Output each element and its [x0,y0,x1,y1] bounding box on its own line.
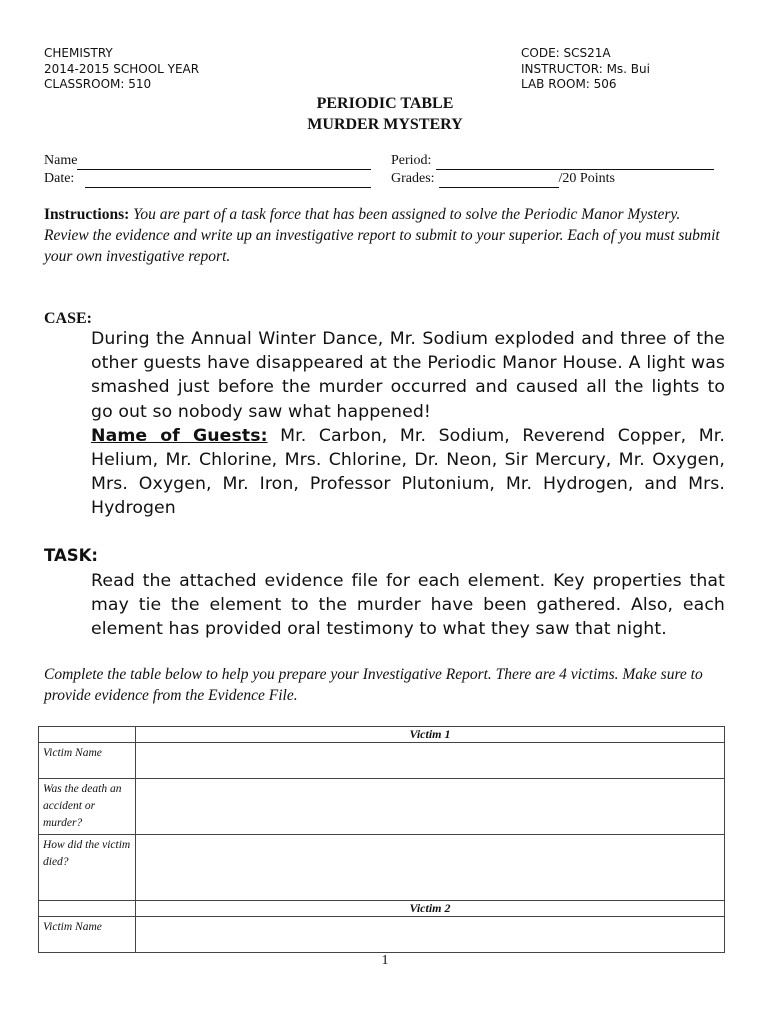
victim1-accident-cell[interactable] [136,779,725,835]
instructions-label: Instructions: [44,206,130,223]
name-label: Name [44,153,78,168]
header-right-block [521,46,650,93]
guests-label: Name of Guests: [91,425,268,446]
empty-cell [39,901,136,917]
table-row [39,917,725,953]
instructor: INSTRUCTOR: Ms. Bui [521,61,650,76]
victim2-header: Victim 2 [136,901,725,917]
task-text: Read the attached evidence file for each element. Key properties that may tie the element to the murder have been gathered. Also, each element has provided oral testimony to what they saw that night. [91,571,725,640]
points-suffix: /20 Points [558,171,615,186]
page-number: 1 [381,953,389,968]
name-field[interactable] [44,152,371,170]
school-year: 2014-2015 SCHOOL YEAR [44,61,200,76]
grades-blank[interactable] [439,174,559,188]
instructions-text: You are part of a task force that has been assigned to solve the Periodic Manor Mystery. Review the evidence and write up an investigative report to submit to your superior. Each of you must submit your own investigative report. [44,206,720,265]
table-row [39,727,725,743]
name-blank[interactable] [77,156,371,170]
victim1-header: Victim 1 [136,727,725,743]
period-field[interactable] [391,152,714,170]
victim1-accident-label: Was the death an accident or murder? [39,779,136,835]
classroom: CLASSROOM: 510 [44,77,152,91]
table-row [39,743,725,779]
table-row [39,901,725,917]
date-label: Date: [44,171,75,186]
date-blank[interactable] [85,174,371,188]
date-field[interactable] [44,170,371,188]
victim1-how-label: How did the victim died? [39,835,136,901]
period-label: Period: [391,153,432,168]
course-code: CODE: SCS21A [521,46,611,60]
grades-label: Grades: [391,171,435,186]
guests-list: Mr. Carbon, Mr. Sodium, Reverend Copper, Mr. Helium, Mr. Chlorine, Mrs. Chlorine, Dr. Neon, Sir Mercury, Mr. Oxygen, Mrs. Oxygen, Mr. Iron, Professor Plutonium, Mr. Hydrogen, and Mrs. Hydrogen [91,425,725,519]
course-name: CHEMISTRY [44,46,113,60]
grades-field[interactable] [391,170,615,188]
victim1-name-cell[interactable] [136,743,725,779]
guests-paragraph [91,424,725,521]
table-row [39,835,725,901]
evidence-table [38,726,725,953]
case-heading: CASE: [44,310,93,327]
period-blank[interactable] [436,156,714,170]
instructions-paragraph [44,204,724,267]
complete-instructions: Complete the table below to help you prepare your Investigative Report. There are 4 victims. Make sure to provide evidence from the Evidence File. [44,666,703,704]
victim1-name-label: Victim Name [39,743,136,779]
victim1-how-cell[interactable] [136,835,725,901]
table-row [39,779,725,835]
victim2-name-label: Victim Name [39,917,136,953]
document-title-line1: PERIODIC TABLE [316,95,454,112]
empty-cell [39,727,136,743]
header-left-block [44,46,199,93]
case-body [91,327,725,521]
case-text: During the Annual Winter Dance, Mr. Sodium exploded and three of the other guests have disappeared at the Periodic Manor House. A light was smashed just before the murder occurred and caused all the lights to go out so nobody saw what happened! [91,329,725,422]
task-heading: TASK: [44,546,99,565]
document-title-line2: MURDER MYSTERY [307,116,463,133]
victim2-name-cell[interactable] [136,917,725,953]
lab-room: LAB ROOM: 506 [521,77,617,91]
